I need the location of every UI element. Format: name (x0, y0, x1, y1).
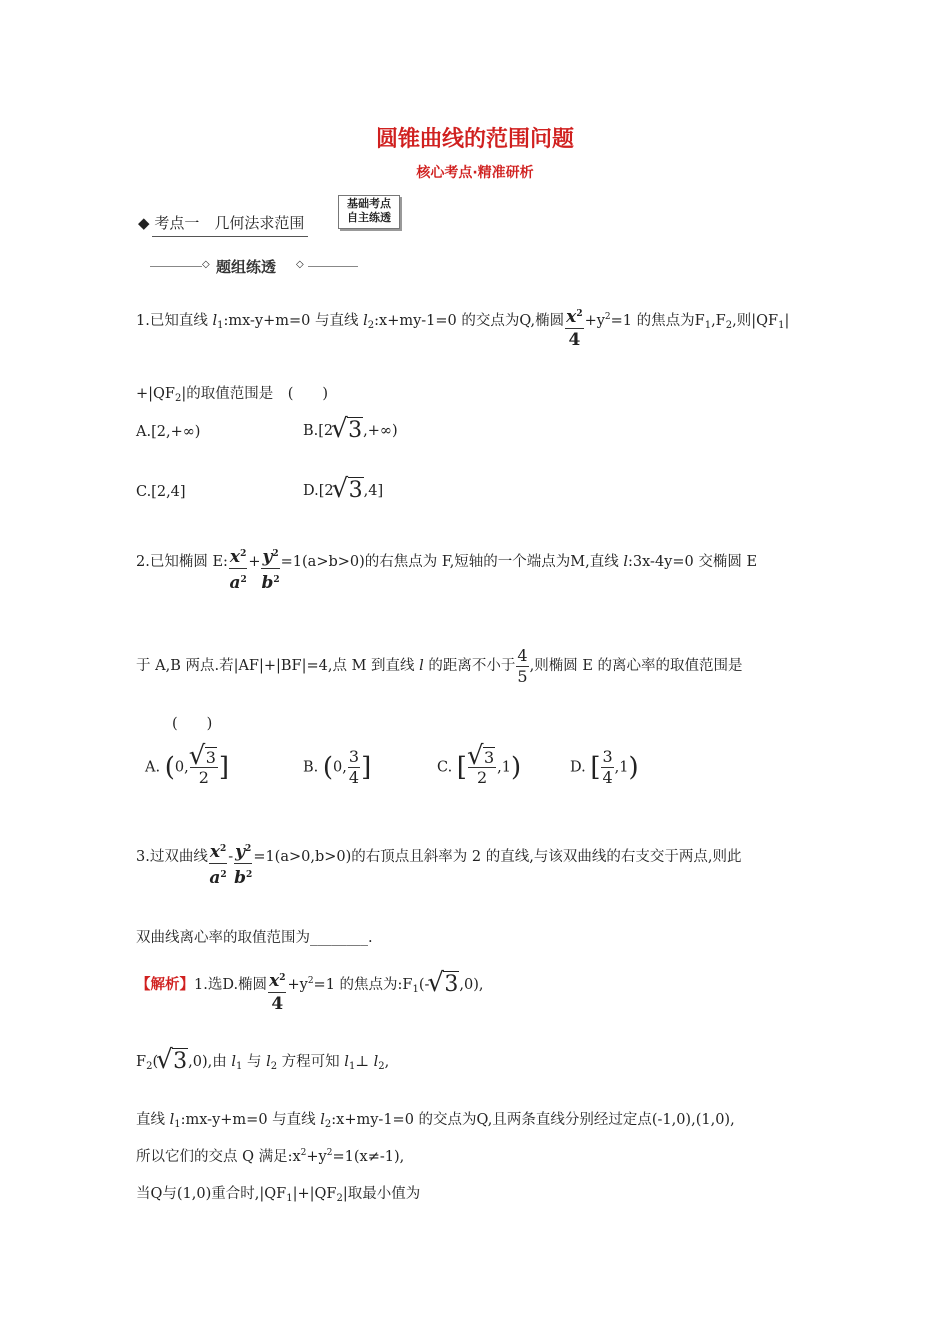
q2-option-c[interactable]: C. [ √ $\frac{3}{2}$ ,1) (437, 747, 521, 788)
question-1-line-1: 1.已知直线 $l_1:mx-y+m=0$ 与直线 $l_2:x+my-1=0$ 的交点为Q,椭圆 $\frac{x^2}{4}$ $+y^2=1$ 的焦点为$F_1,F_2$,则$|QF_1|$ (136, 303, 789, 351)
page-title: 圆锥曲线的范围问题 (375, 127, 574, 152)
group-label: 题组练透 (216, 258, 277, 276)
analysis-line-1: 【解析】1.选D.椭圆 $\frac{x^2}{4}$ $+y^2=1$ 的焦点为$:F_1(-√$ 3,0), (136, 967, 484, 1015)
fraction: $\frac{4}{5}$ (517, 646, 528, 686)
diamond-icon: ◇ (202, 259, 210, 270)
section-label: 考点一 几何法求范围 (154, 214, 305, 232)
fraction: $\frac{x^2}{4}$ (268, 967, 286, 1015)
badge-line-2: 自主练透 (347, 211, 391, 224)
badge-line-1: 基础考点 (347, 197, 391, 210)
group-divider (150, 256, 358, 276)
section-badge (338, 195, 400, 229)
analysis-tag: 【解析】 (136, 977, 194, 993)
fraction: $\frac{3}{4}$ (602, 747, 613, 787)
diamond-icon: ◆ (138, 214, 150, 232)
fraction: √ $\frac{3}{2}$ (190, 747, 218, 788)
analysis-line-3: 直线 $l_1:mx-y+m=0$ 与直线 $l_2:x+my-1=0$ 的交点为Q,且两条直线分别经过定点(-1,0),(1,0), (136, 1112, 735, 1130)
fraction: $\frac{3}{4}$ (348, 747, 360, 787)
q1-option-c[interactable]: C.[2,4] (136, 484, 186, 500)
fraction: $\frac{x^2}{4}$ (565, 303, 583, 351)
question-1-line-2: $+|QF_2|$的取值范围是 ( ) (136, 386, 329, 404)
q2-option-a[interactable]: A. (0, √ $\frac{3}{2}$ ] (145, 747, 229, 788)
section-heading (138, 212, 304, 233)
fraction: $\frac{y^2}{b^2}$ (234, 838, 252, 889)
fraction: √ $\frac{3}{2}$ (468, 747, 496, 788)
diamond-icon: ◇ (296, 259, 304, 270)
fraction: $\frac{y^2}{b^2}$ (261, 543, 279, 594)
question-2-line-1: 2.已知椭圆 E: $\frac{x^2}{a^2}$ + $\frac{y^2}{b^2}$ =1(a>b>0)的右焦点为 F,短轴的一个端点为M,直线 l:3x-4y=0 交椭圆 E (136, 543, 757, 594)
q1-option-a[interactable]: A.[2,+∞) (136, 424, 201, 440)
analysis-line-4: 所以它们的交点 Q 满足$:x^2+y^2=1(x\ne-1)$, (136, 1148, 405, 1165)
question-3-line-2: 双曲线离心率的取值范围为________. (136, 930, 373, 946)
question-3-line-1: 3.过双曲线 $\frac{x^2}{a^2}$ - $\frac{y^2}{b^2}$ =1(a>0,b>0)的右顶点且斜率为 2 的直线,与该双曲线的右支交于两点,则此 (136, 838, 741, 889)
analysis-line-5: 当Q与(1,0)重合时$,|QF_1|+|QF_2|$取最小值为 (136, 1186, 421, 1204)
analysis-line-2: $F_2(√$ 3,0),由 $l_1$ 与 $l_2$ 方程可知 $l_1\perp$ $l_2$, (136, 1050, 389, 1073)
q1-option-d[interactable]: D.[2√ 3,4] (303, 480, 383, 502)
q2-option-d[interactable]: D. [ $\frac{3}{4}$ ,1) (570, 747, 639, 787)
q2-option-b[interactable]: B. (0, $\frac{3}{4}$ ] (303, 747, 372, 787)
question-2-line-2: 于 A,B 两点.若|AF|+|BF|=4,点 M 到直线 l 的距离不小于 $\frac{4}{5}$ ,则椭圆 E 的离心率的取值范围是 (136, 646, 743, 686)
fraction: $\frac{x^2}{a^2}$ (229, 543, 247, 594)
fraction: $\frac{x^2}{a^2}$ (209, 838, 227, 889)
page-subtitle: 核心考点·精准研析 (416, 165, 534, 181)
question-2-paren: ( ) (172, 716, 213, 732)
q1-option-b[interactable]: B.[2√ 3,+∞) (303, 420, 398, 442)
